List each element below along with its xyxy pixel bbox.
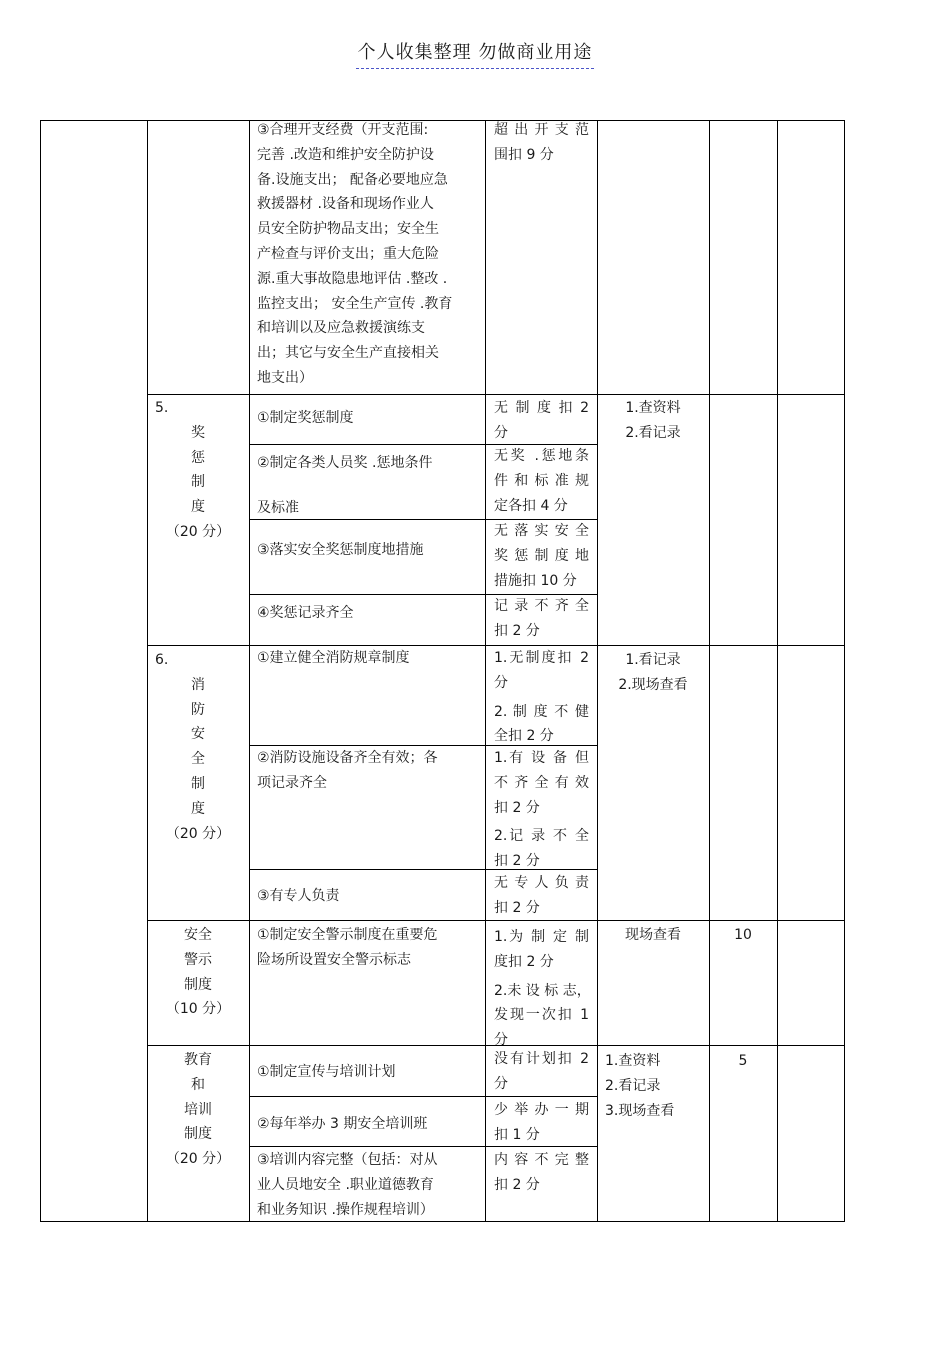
- deduction-text-line: 超 出 开 支 范: [494, 122, 589, 138]
- item-text-line: 出；其它与安全生产直接相关: [257, 345, 439, 362]
- deduction-text-line: 无 落 实 安 全: [494, 523, 589, 539]
- deduction-text-line: 2.未 设 标 志，: [494, 982, 591, 999]
- item-text-line: 完善 .改造和维护安全防护设: [257, 146, 434, 163]
- section-title-line: 制: [191, 474, 205, 491]
- deduction-text: [494, 746, 589, 820]
- deduction-text-line: 1.无制度扣 2: [494, 650, 589, 666]
- deduction-text: [494, 118, 589, 168]
- deduction-text: [494, 1148, 589, 1198]
- deduction-text-line: 分: [494, 424, 508, 441]
- deduction-text: [494, 1098, 589, 1148]
- item-text-line: 和培训以及应急救援演练支: [257, 320, 425, 337]
- check-method-line: 1.查资料: [605, 1053, 661, 1069]
- deduction-text: [494, 594, 589, 644]
- section-title-line: 消: [191, 676, 205, 693]
- deduction-text: [494, 396, 589, 446]
- deduction-text-line: 分: [494, 674, 508, 691]
- section-title-line: 培训: [184, 1101, 212, 1118]
- item-text-line: ①建立健全消防规章制度: [257, 650, 410, 666]
- deduction-text-line: 无奖 .惩地条: [494, 448, 589, 464]
- check-method-line: 2.现场查看: [618, 676, 688, 693]
- section-title-line: （20 分）: [165, 825, 231, 842]
- item-text-line: ③落实安全奖惩制度地措施: [257, 542, 424, 558]
- deduction-text-line: 定各扣 4 分: [494, 497, 568, 514]
- check-method-line: 1.查资料: [625, 400, 681, 416]
- deduction-text: [494, 824, 589, 874]
- section-title-line: 制: [191, 775, 205, 792]
- deduction-text-line: 1.有 设 备 但: [494, 750, 589, 766]
- item-text: [257, 1060, 479, 1085]
- check-method-line: 2.看记录: [605, 1077, 661, 1094]
- deduction-text-line: 不 齐 全 有 效: [494, 774, 589, 791]
- table-rule: [147, 120, 148, 1222]
- check-method: 现场查看: [625, 927, 681, 943]
- section-title-line: 6.: [155, 652, 169, 668]
- header-title: 个人收集整理 勿做商业用途: [356, 38, 595, 69]
- check-method: [597, 648, 709, 698]
- score-value: 5: [738, 1053, 748, 1069]
- deduction-text: [494, 519, 589, 593]
- item-text-line: ④奖惩记录齐全: [257, 605, 354, 621]
- deduction-text: [494, 871, 589, 921]
- table-rule: [777, 120, 778, 1222]
- item-text-line: ①制定宣传与培训计划: [257, 1064, 396, 1080]
- deduction-text-line: 扣 2 分: [494, 622, 540, 639]
- item-text: [257, 451, 479, 521]
- section-title-line: 度: [191, 499, 205, 516]
- item-text: [257, 1112, 479, 1137]
- item-text-line: ③有专人负责: [257, 888, 340, 904]
- page-header: [0, 38, 950, 69]
- item-text-line: 救援器材 .设备和现场作业人: [257, 196, 434, 213]
- deduction-text-line: 围扣 9 分: [494, 146, 554, 163]
- item-text-line: 险场所设置安全警示标志: [257, 951, 411, 968]
- deduction-text: [494, 979, 589, 1053]
- section-title-line: （20 分）: [165, 1151, 231, 1168]
- deduction-text-line: 内 容 不 完 整: [494, 1152, 589, 1168]
- item-text-line: 备.设施支出； 配备必要地应急: [257, 171, 448, 188]
- section-title-line: 制度: [184, 976, 212, 993]
- deduction-text-line: 无 制 度 扣 2: [494, 400, 589, 416]
- deduction-text-line: 件 和 标 准 规: [494, 472, 589, 489]
- item-text-line: ②消防设施设备齐全有效；各: [257, 750, 438, 766]
- deduction-text-line: 分: [494, 1032, 508, 1049]
- item-text: [257, 884, 479, 909]
- section-title-line: 安: [191, 726, 205, 743]
- table-rule: [844, 120, 845, 1222]
- item-text-line: ③合理开支经费（开支范围:: [257, 122, 429, 138]
- deduction-text: [494, 1047, 589, 1097]
- deduction-text-line: 扣 2 分: [494, 853, 540, 870]
- deduction-text: [494, 646, 589, 696]
- section-title: [151, 648, 245, 846]
- section-title-line: 全: [191, 751, 205, 768]
- section-title: [151, 396, 245, 545]
- deduction-text-line: 没有计划扣 2: [494, 1051, 589, 1067]
- score-value: 10: [734, 927, 752, 943]
- section-title-line: 和: [191, 1076, 205, 1093]
- deduction-text-line: 奖 惩 制 度 地: [494, 547, 589, 564]
- item-text-line: 员安全防护物品支出；安全生: [257, 221, 439, 238]
- item-text-line: 产检查与评价支出；重大危险: [257, 245, 439, 262]
- deduction-text-line: 2.记 录 不 全: [494, 828, 589, 845]
- section-title-line: 警示: [184, 951, 212, 968]
- table-rule: [485, 120, 486, 1222]
- item-text-line: ②制定各类人员奖 .惩地条件: [257, 455, 433, 471]
- item-text-line: ②每年举办 3 期安全培训班: [257, 1116, 428, 1132]
- item-text-line: 及标准: [257, 499, 299, 516]
- deduction-text: [494, 444, 589, 518]
- deduction-text-line: 2. 制 度 不 健: [494, 703, 589, 720]
- deduction-text-line: 记 录 不 齐 全: [494, 598, 589, 614]
- item-text: [257, 746, 479, 796]
- section-title-line: 教育: [184, 1052, 212, 1068]
- check-method-line: 3.现场查看: [605, 1102, 675, 1119]
- item-text-line: ①制定安全警示制度在重要危: [257, 927, 438, 943]
- deduction-text-line: 度扣 2 分: [494, 953, 554, 970]
- section-title: [151, 923, 245, 1022]
- deduction-text-line: 无 专 人 负 责: [494, 875, 589, 891]
- table-rule: [709, 1045, 778, 1046]
- item-text: [257, 646, 479, 671]
- section-title-line: 制度: [184, 1126, 212, 1143]
- deduction-text: [494, 700, 589, 750]
- check-method: [605, 1049, 707, 1123]
- deduction-text-line: 1.为 制 定 制: [494, 929, 589, 945]
- item-text-line: ③培训内容完整（包括：对从: [257, 1152, 438, 1168]
- deduction-text-line: 扣 2 分: [494, 1176, 540, 1193]
- deduction-text: [494, 925, 589, 975]
- item-text-line: 监控支出； 安全生产宣传 .教育: [257, 295, 453, 312]
- item-text-line: 和业务知识 .操作规程培训）: [257, 1201, 434, 1218]
- item-text-line: 项记录齐全: [257, 774, 327, 791]
- item-text: [257, 118, 479, 391]
- section-title-line: 5.: [155, 400, 169, 416]
- deduction-text-line: 发现一次扣 1: [494, 1007, 589, 1024]
- deduction-text-line: 分: [494, 1075, 508, 1092]
- deduction-text-line: 少 举 办 一 期: [494, 1102, 589, 1118]
- table-rule: [249, 120, 250, 1222]
- check-method: [597, 396, 709, 446]
- section-title-line: 奖: [191, 424, 205, 441]
- item-text: [257, 923, 479, 973]
- item-text: [257, 1148, 479, 1222]
- item-text-line: 业人员地安全 .职业道德教育: [257, 1176, 434, 1193]
- check-method-line: 2.看记录: [625, 424, 681, 441]
- deduction-text-line: 扣 1 分: [494, 1126, 540, 1143]
- item-text-line: ①制定奖惩制度: [257, 410, 354, 426]
- deduction-text-line: 扣 2 分: [494, 799, 540, 816]
- table-rule: [40, 120, 41, 1222]
- item-text-line: 源.重大事故隐患地评估 .整改 .: [257, 270, 448, 287]
- section-title-line: 度: [191, 800, 205, 817]
- deduction-text-line: 扣 2 分: [494, 899, 540, 916]
- table-rule: [147, 394, 845, 395]
- section-title-line: （20 分）: [165, 523, 231, 540]
- item-text: [257, 406, 479, 431]
- section-title-line: 安全: [184, 927, 212, 943]
- section-title-line: （10 分）: [165, 1001, 231, 1018]
- deduction-text-line: 措施扣 10 分: [494, 572, 577, 589]
- check-method-line: 1.看记录: [625, 652, 681, 668]
- item-text: [257, 538, 479, 563]
- section-title-line: 惩: [191, 449, 205, 466]
- section-title-line: 防: [191, 701, 205, 718]
- section-title: [151, 1048, 245, 1172]
- item-text: [257, 601, 479, 626]
- item-text-line: 地支出）: [257, 369, 313, 386]
- deduction-text-line: 全扣 2 分: [494, 728, 554, 745]
